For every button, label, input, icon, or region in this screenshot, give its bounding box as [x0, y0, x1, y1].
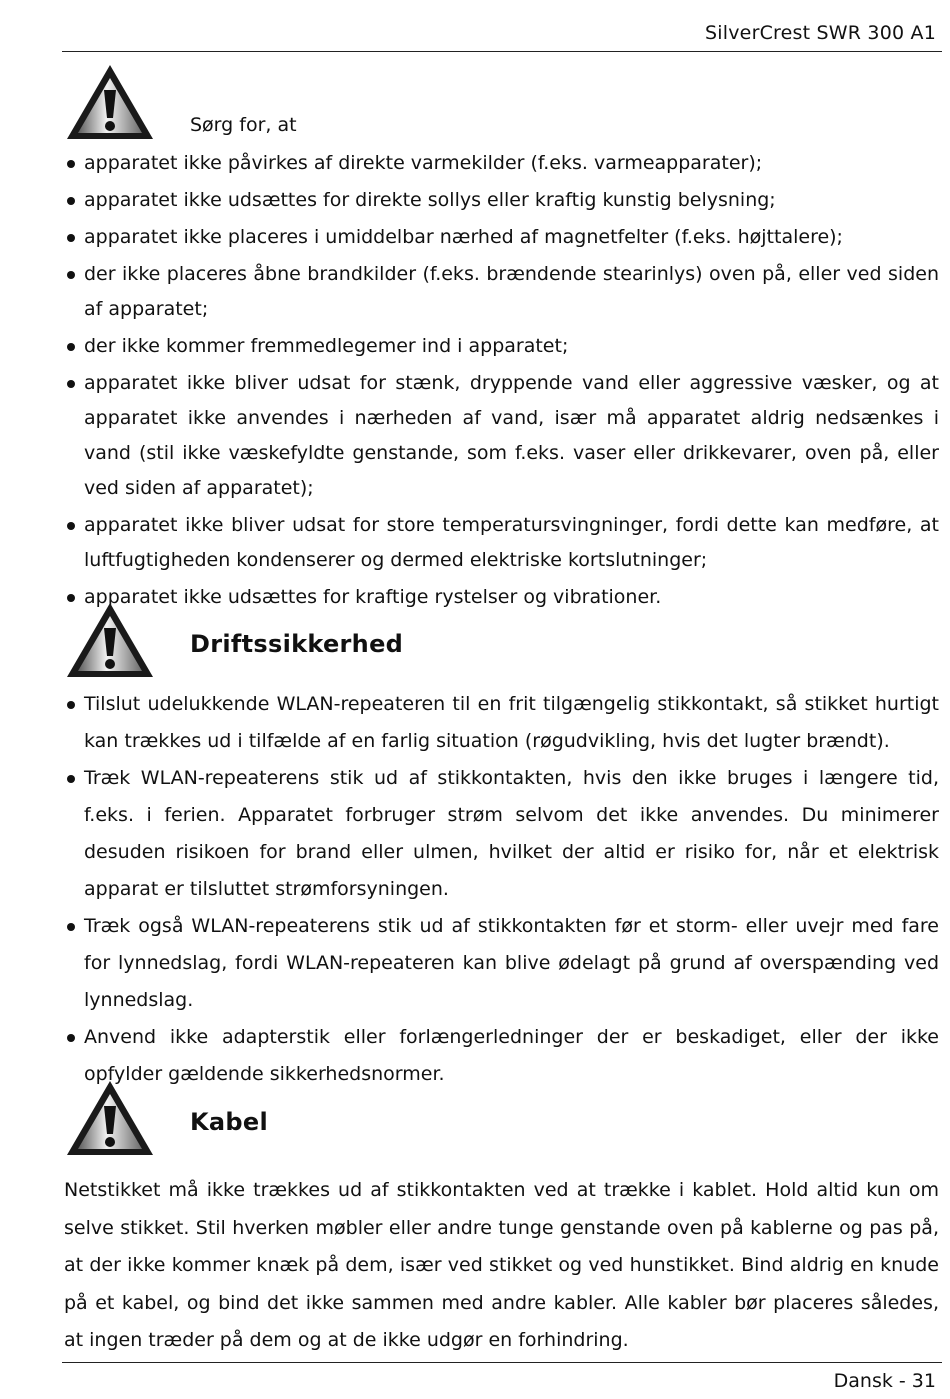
list-item: Anvend ikke adapterstik eller forlængerledninger der er beskadiget, eller der ikke opfylder gældende sikkerhedsnormer. — [64, 1019, 939, 1093]
operating-safety-list — [64, 686, 939, 1093]
precautions-list — [64, 146, 939, 617]
list-item: Træk også WLAN-repeaterens stik ud af stikkontakten før et storm- eller uvejr med fare for lynnedslag, fordi WLAN-repeateren kan blive ødelagt på grund af overspænding ved lynnedslag. — [64, 908, 939, 1019]
warning-triangle-icon — [64, 62, 156, 142]
list-item: apparatet ikke placeres i umiddelbar nærhed af magnetfelter (f.eks. højttalere); — [64, 220, 939, 255]
section-intro-text: Sørg for, at — [190, 114, 297, 136]
list-item: apparatet ikke påvirkes af direkte varmekilder (f.eks. varmeapparater); — [64, 146, 939, 181]
warning-triangle-icon — [64, 1078, 156, 1158]
warning-triangle-icon — [64, 600, 156, 680]
list-item: Tilslut udelukkende WLAN-repeateren til en frit tilgængelig stikkontakt, så stikket hurtigt kan trækkes ud i tilfælde af en farlig situation (røgudvikling, hvis det lugter brændt). — [64, 686, 939, 760]
list-item: apparatet ikke udsættes for direkte sollys eller kraftig kunstig belysning; — [64, 183, 939, 218]
list-item: apparatet ikke udsættes for kraftige rystelser og vibrationer. — [64, 580, 939, 615]
list-item: der ikke placeres åbne brandkilder (f.eks. brændende stearinlys) oven på, eller ved siden af apparatet; — [64, 257, 939, 327]
list-item: apparatet ikke bliver udsat for store temperatursvingninger, fordi dette kan medføre, at luftfugtigheden kondenserer og dermed elektriske kortslutninger; — [64, 508, 939, 578]
cable-paragraph: Netstikket må ikke trækkes ud af stikkontakten ved at trække i kablet. Hold altid kun om selve stikket. Stil hverken møbler eller andre tunge genstande oven på kablerne og pas på, at der ikke kommer knæk på dem, især ved stikket og ved hunstikket. Bind aldrig en knude på et kabel, og bind det ikke sammen med andre kabler. Alle kabler bør placeres således, at ingen træder på dem og at de ikke udgør en forhindring. — [64, 1179, 939, 1351]
list-item: der ikke kommer fremmedlegemer ind i apparatet; — [64, 329, 939, 364]
section-heading-driftssikkerhed: Driftssikkerhed — [190, 630, 404, 658]
page-number: Dansk - 31 — [833, 1370, 936, 1392]
footer-rule — [62, 1362, 942, 1363]
header-rule — [62, 51, 942, 52]
list-item: Træk WLAN-repeaterens stik ud af stikkontakten, hvis den ikke bruges i længere tid, f.eks. i ferien. Apparatet forbruger strøm selvom det ikke anvendes. Du minimerer desuden risikoen for brand eller ulmen, hvilket der altid er risiko for, når et elektrisk apparat er tilsluttet strømforsyningen. — [64, 760, 939, 908]
section-heading-kabel: Kabel — [190, 1108, 268, 1136]
list-item: apparatet ikke bliver udsat for stænk, dryppende vand eller aggressive væsker, og at apparatet ikke anvendes i nærheden af vand, især må apparatet aldrig nedsænkes i vand (stil ikke væskefyldte genstande, som f.eks. vaser eller drikkevarer, oven på, eller ved siden af apparatet); — [64, 366, 939, 506]
document-header-title: SilverCrest SWR 300 A1 — [705, 22, 936, 44]
